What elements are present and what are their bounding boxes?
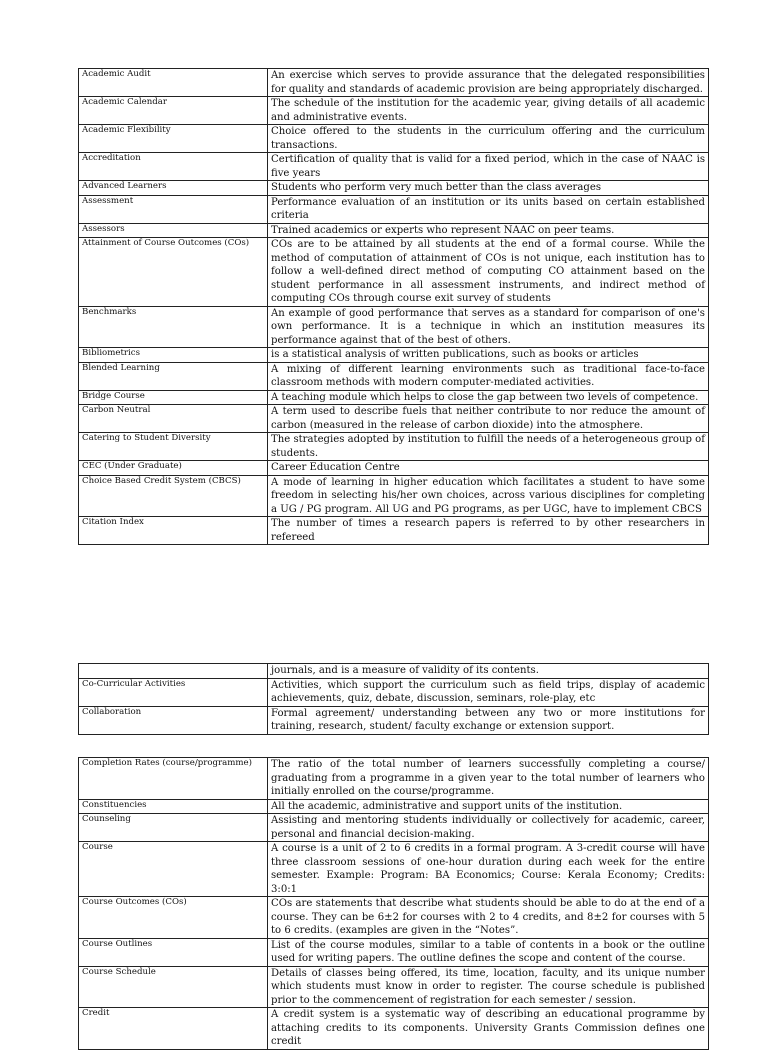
glossary-row	[79, 306, 709, 348]
glossary-row	[79, 664, 709, 679]
glossary-row	[79, 223, 709, 238]
glossary-term: Co-Curricular Activities	[79, 678, 268, 706]
glossary-definition: Assisting and mentoring students individually or collectively for academic, career, personal and financial decision-making.	[268, 814, 709, 842]
glossary-definition: journals, and is a measure of validity of its contents.	[268, 664, 709, 679]
glossary-term: Academic Calendar	[79, 97, 268, 125]
glossary-row	[79, 706, 709, 734]
glossary-definition: is a statistical analysis of written publications, such as books or articles	[268, 348, 709, 363]
glossary-term: Counseling	[79, 814, 268, 842]
glossary-term	[79, 664, 268, 679]
glossary-row	[79, 153, 709, 181]
glossary-term: Course Outlines	[79, 938, 268, 966]
glossary-table-3	[78, 757, 709, 1050]
glossary-row	[79, 799, 709, 814]
glossary-table-2	[78, 663, 709, 735]
glossary-term: Benchmarks	[79, 306, 268, 348]
glossary-row	[79, 181, 709, 196]
glossary-row	[79, 362, 709, 390]
glossary-term: Catering to Student Diversity	[79, 433, 268, 461]
glossary-row	[79, 517, 709, 545]
glossary-table-1	[78, 68, 709, 545]
glossary-term: Course	[79, 842, 268, 897]
glossary-row	[79, 938, 709, 966]
glossary-definition: Formal agreement/ understanding between any two or more institutions for training, research, student/ faculty exchange or extension support.	[268, 706, 709, 734]
glossary-definition: Students who perform very much better than the class averages	[268, 181, 709, 196]
glossary-term: Course Outcomes (COs)	[79, 897, 268, 939]
glossary-definition: Activities, which support the curriculum such as field trips, display of academic achievements, quiz, debate, discussion, seminars, role-play, etc	[268, 678, 709, 706]
glossary-definition: A mode of learning in higher education which facilitates a student to have some freedom in selecting his/her own choices, across various disciplines for completing a UG / PG program. All UG and PG programs, as per UGC, have to implement CBCS	[268, 475, 709, 517]
glossary-term: Credit	[79, 1008, 268, 1050]
glossary-term: Accreditation	[79, 153, 268, 181]
glossary-term: Citation Index	[79, 517, 268, 545]
glossary-row	[79, 966, 709, 1008]
glossary-definition: A term used to describe fuels that neither contribute to nor reduce the amount of carbon (measured in the release of carbon dioxide) into the atmosphere.	[268, 405, 709, 433]
glossary-row	[79, 1008, 709, 1050]
glossary-definition: List of the course modules, similar to a table of contents in a book or the outline used for writing papers. The outline defines the scope and content of the course.	[268, 938, 709, 966]
glossary-term: Constituencies	[79, 799, 268, 814]
glossary-definition: The number of times a research papers is referred to by other researchers in refereed	[268, 517, 709, 545]
glossary-term: Attainment of Course Outcomes (COs)	[79, 238, 268, 307]
glossary-row	[79, 195, 709, 223]
glossary-row	[79, 390, 709, 405]
glossary-row	[79, 69, 709, 97]
glossary-row	[79, 842, 709, 897]
glossary-term: Collaboration	[79, 706, 268, 734]
glossary-term: Completion Rates (course/programme)	[79, 758, 268, 800]
glossary-term: Academic Flexibility	[79, 125, 268, 153]
glossary-row	[79, 433, 709, 461]
glossary-definition: A teaching module which helps to close the gap between two levels of competence.	[268, 390, 709, 405]
glossary-definition: Choice offered to the students in the curriculum offering and the curriculum transactions.	[268, 125, 709, 153]
glossary-row	[79, 897, 709, 939]
glossary-row	[79, 405, 709, 433]
glossary-definition: The strategies adopted by institution to fulfill the needs of a heterogeneous group of students.	[268, 433, 709, 461]
glossary-definition: Performance evaluation of an institution or its units based on certain established criteria	[268, 195, 709, 223]
glossary-row	[79, 758, 709, 800]
glossary-definition: The schedule of the institution for the academic year, giving details of all academic and administrative events.	[268, 97, 709, 125]
glossary-term: Bridge Course	[79, 390, 268, 405]
glossary-term: Academic Audit	[79, 69, 268, 97]
glossary-row	[79, 814, 709, 842]
glossary-definition: An example of good performance that serves as a standard for comparison of one's own performance. It is a technique in which an institution measures its performance against that of the best of others.	[268, 306, 709, 348]
glossary-term: Assessment	[79, 195, 268, 223]
glossary-definition: All the academic, administrative and support units of the institution.	[268, 799, 709, 814]
glossary-row	[79, 97, 709, 125]
glossary-term: Choice Based Credit System (CBCS)	[79, 475, 268, 517]
glossary-row	[79, 238, 709, 307]
glossary-definition: A credit system is a systematic way of describing an educational programme by attaching credits to its components. University Grants Commission defines one credit	[268, 1008, 709, 1050]
glossary-definition: The ratio of the total number of learners successfully completing a course/ graduating from a programme in a given year to the total number of learners who initially enrolled on the course/programme.	[268, 758, 709, 800]
glossary-definition: An exercise which serves to provide assurance that the delegated responsibilities for quality and standards of academic provision are being appropriately discharged.	[268, 69, 709, 97]
glossary-definition: A mixing of different learning environments such as traditional face-to-face classroom methods with modern computer-mediated activities.	[268, 362, 709, 390]
glossary-definition: COs are to be attained by all students at the end of a formal course. While the method of computation of attainment of COs is not unique, each institution has to follow a well-defined direct method of computing CO attainment based on the student performance in all assessment instruments, and indirect method of computing COs through course exit survey of students	[268, 238, 709, 307]
glossary-term: Bibliometrics	[79, 348, 268, 363]
glossary-definition: Details of classes being offered, its time, location, faculty, and its unique number which students must know in order to register. The course schedule is published prior to the commencement of registration for each semester / session.	[268, 966, 709, 1008]
glossary-row	[79, 461, 709, 476]
glossary-definition: COs are statements that describe what students should be able to do at the end of a course. They can be 6±2 for courses with 2 to 4 credits, and 8±2 for courses with 5 to 6 credits. (examples are given in the “Notes”.	[268, 897, 709, 939]
glossary-definition: A course is a unit of 2 to 6 credits in a formal program. A 3-credit course will have three classroom sessions of one-hour duration during each week for the entire semester. Example: Program: BA Economics; Course: Kerala Economy; Credits: 3:0:1	[268, 842, 709, 897]
glossary-term: Blended Learning	[79, 362, 268, 390]
glossary-definition: Certification of quality that is valid for a fixed period, which in the case of NAAC is five years	[268, 153, 709, 181]
glossary-term: Course Schedule	[79, 966, 268, 1008]
glossary-row	[79, 348, 709, 363]
glossary-term: Assessors	[79, 223, 268, 238]
glossary-term: Advanced Learners	[79, 181, 268, 196]
glossary-definition: Career Education Centre	[268, 461, 709, 476]
glossary-row	[79, 678, 709, 706]
glossary-term: CEC (Under Graduate)	[79, 461, 268, 476]
glossary-row	[79, 475, 709, 517]
glossary-term: Carbon Neutral	[79, 405, 268, 433]
glossary-definition: Trained academics or experts who represent NAAC on peer teams.	[268, 223, 709, 238]
glossary-row	[79, 125, 709, 153]
